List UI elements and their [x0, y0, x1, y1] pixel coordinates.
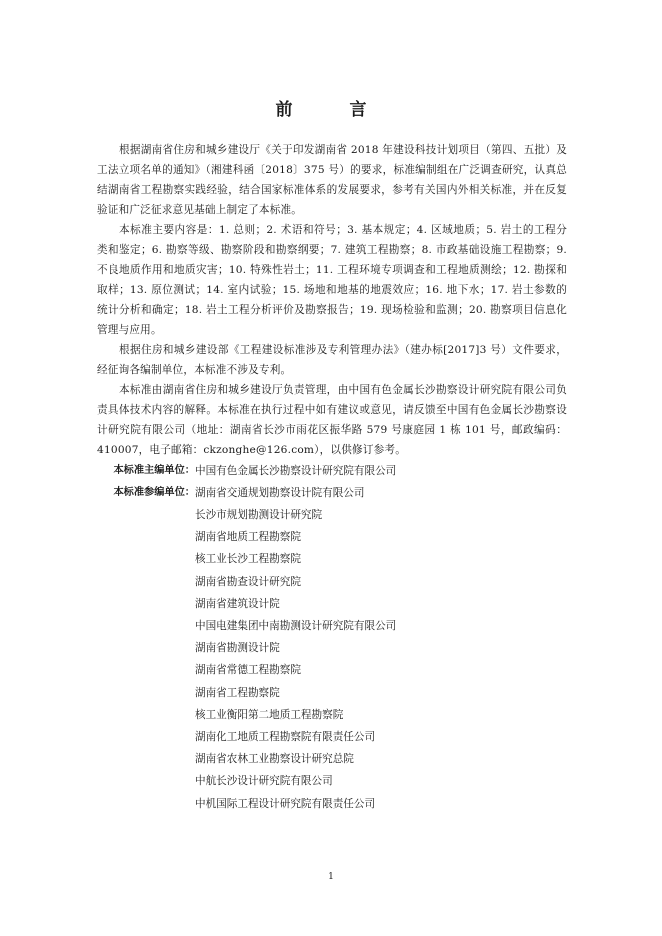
- list-item: 中国电建集团中南勘测设计研究院有限公司: [195, 620, 397, 633]
- paragraph-background: 根据湖南省住房和城乡建设厅《关于印发湖南省 2018 年建设科技计划项目（第四、五批）及工法立项名单的通知》（湘建科函〔2018〕375 号）的要求，标准编制组在广泛调查研究，认真总结湖南省工程勘察实践经验，结合国家标准体系的发展要求，参考有关国内外相关标准，并在反复验证和广泛征求意见基础上制定了本标准。: [97, 144, 567, 216]
- chief-unit-value: 中国有色金属长沙勘察设计研究院有限公司: [195, 465, 397, 477]
- participating-unit-first: 湖南省交通规划勘察设计院有限公司: [195, 487, 365, 499]
- paragraph-patent: 根据住房和城乡建设部《工程建设标准涉及专利管理办法》（建办标[2017]3 号）文件要求，经征询各编制单位，本标准不涉及专利。: [97, 344, 567, 376]
- list-item: 湖南省工程勘察院: [195, 686, 280, 699]
- list-item: 湖南省常德工程勘察院: [195, 664, 301, 677]
- chief-unit-label: 本标准主编单位：: [113, 465, 195, 476]
- participating-unit-list: [75, 504, 567, 815]
- page-number: 1: [328, 872, 334, 882]
- list-item: 湖南化工地质工程勘察院有限责任公司: [195, 731, 376, 744]
- list-item: 核工业衡阳第二地质工程勘察院: [195, 708, 344, 721]
- list-item: 湖南省农林工业勘察设计研究总院: [195, 753, 354, 766]
- page-title: 前 言: [275, 100, 387, 120]
- paragraph-contents: 本标准主要内容是：1. 总则；2. 术语和符号；3. 基本规定；4. 区域地质；5. 岩土的工程分类和鉴定；6. 勘察等级、勘察阶段和勘察纲要；7. 建筑工程勘察；8. 市政基础设施工程勘察；9. 不良地质作用和地质灾害；10. 特殊性岩土；11. 工程环境专项调查和工程地质测绘；12. 勘探和取样；13. 原位测试；14. 室内试验；15. 场地和地基的地震效应；16. 地下水；17. 岩土参数的统计分析和确定；18. 岩土工程分析评价及勘察报告；19. 现场检验和监测；20. 勘察项目信息化管理与应用。: [97, 224, 567, 336]
- preface-body: [97, 140, 567, 815]
- list-item: 湖南省地质工程勘察院: [195, 531, 301, 544]
- list-item: 湖南省勘查设计研究院: [195, 575, 301, 588]
- list-item: 长沙市规划勘测设计研究院: [195, 509, 323, 521]
- list-item: 中机国际工程设计研究院有限责任公司: [195, 797, 376, 810]
- list-item: 中航长沙设计研究院有限公司: [195, 775, 333, 788]
- participating-unit-label: 本标准参编单位：: [113, 487, 195, 498]
- list-item: 核工业长沙工程勘察院: [195, 553, 301, 566]
- list-item: 湖南省勘测设计院: [195, 642, 280, 655]
- participating-unit-row: [75, 482, 567, 504]
- chief-unit-row: [75, 460, 567, 482]
- list-item: 湖南省建筑设计院: [195, 597, 280, 610]
- paragraph-management: 本标准由湖南省住房和城乡建设厅负责管理，由中国有色金属长沙勘察设计研究院有限公司负责具体技术内容的解释。本标准在执行过程中如有建议或意见，请反馈至中国有色金属长沙勘察设计研究院有限公司（地址：湖南省长沙市雨花区振华路 579 号康庭园 1 栋 101 号，邮政编码：410007，电子邮箱：ckzonghe@126.com），以供修订参考。: [97, 384, 567, 456]
